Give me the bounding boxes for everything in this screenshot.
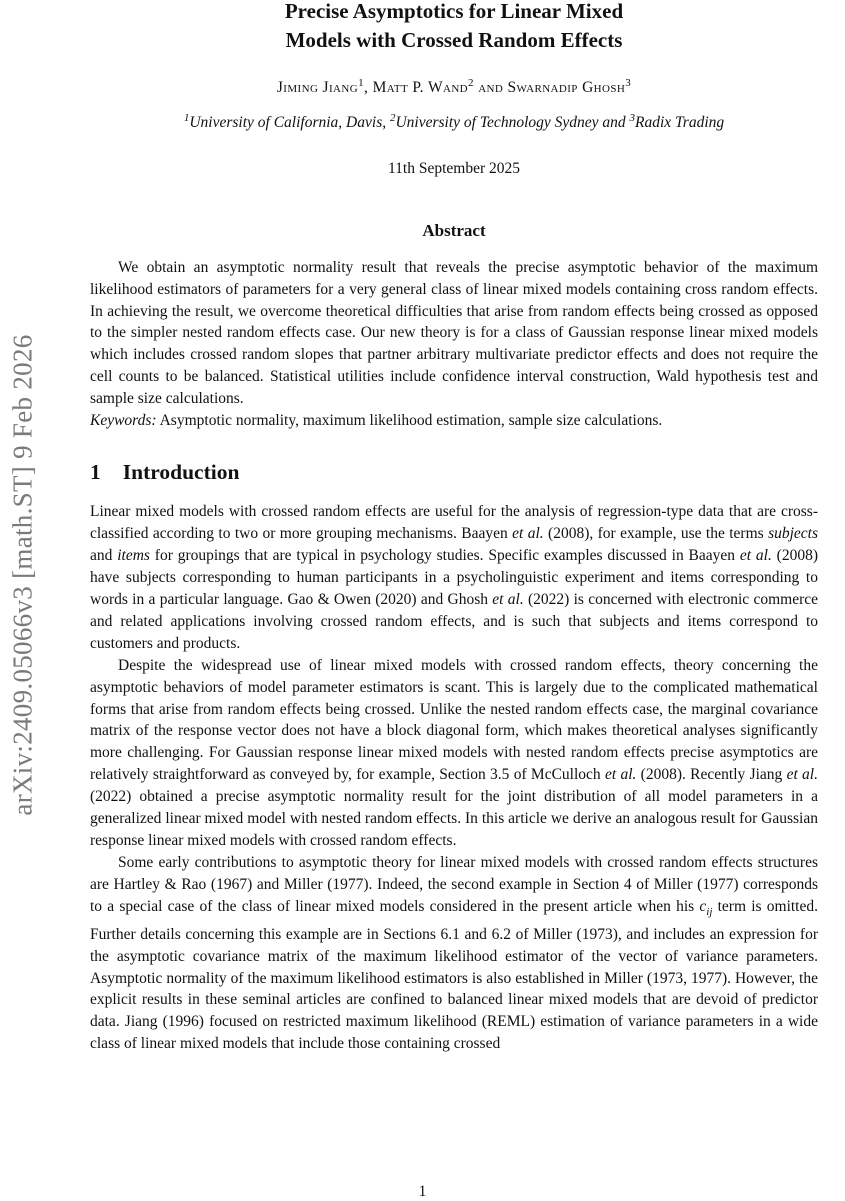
text-run: Despite the widespread use of linear mixed models with crossed random effects, theory concerning the asymptotic behaviors of model parameter estimators is scant. This is largely due to the complicated mathematical forms that arise from random effects being crossed. Unlike the nested random effects case, the marginal covariance matrix of the response vector does not have a block diagonal form, which makes theoretical analyses significantly more challenging. For Gaussian response linear mixed models with nested random effects precise asymptotics are relatively straightforward as conveyed by, for example, Section 3.5 of McCulloch [90,656,818,784]
author-2-affil-mark: 2 [468,76,474,89]
author-2: Matt P. Wand [372,79,469,96]
page-number: 1 [418,1183,427,1200]
paper-date: 11th September 2025 [387,160,520,177]
arxiv-identifier: arXiv:2409.05066v3 [math.ST] 9 Feb 2026 [7,334,38,816]
paragraph-3 [90,852,818,1055]
text-run-italic: et al. [786,766,818,784]
section-number: 1 [90,460,101,485]
text-run: (2022) is concerned with electronic commerce and related applications involving crossed random effects, and is such that subjects and items correspond to customers and products. [90,591,818,652]
text-run-italic: et al. [739,547,772,565]
text-run: (2022) obtained a precise asymptotic normality result for the joint distribution of all model parameters in a generalized linear mixed model with nested random effects. In this article we derive an analogous result for Gaussian response linear mixed models with crossed random effects. [90,788,818,849]
author-1: Jiming Jiang [276,79,359,96]
text-run: term is omitted. Further details concerning this example are in Sections 6.1 and 6.2 of Miller (1973), and includes an expression for the asymptotic covariance matrix of the maximum likelihood estimator of the vector of variance parameters. Asymptotic normality of the maximum likelihood estimators is also established in Miller (1973, 1977). However, the explicit results in these seminal articles are confined to balanced linear mixed models that are devoid of predictor data. Jiang (1996) focused on restricted maximum likelihood (REML) estimation of variance parameters in a wide class of linear mixed models that include those containing crossed [90,897,818,1053]
author-3-affil-mark: 3 [625,76,632,89]
affil-3-mark: 3 [629,111,636,124]
author-separator-1: , [364,79,373,96]
text-run: (2008), for example, use the terms [543,525,769,543]
title-line-1: Precise Asymptotics for Linear Mixed [284,0,624,23]
text-run: Linear mixed models with crossed random effects are useful for the analysis of regression-type data that are cross-classified according to two or more grouping mechanisms. Baayen [90,503,818,543]
math-subscript: ij [706,905,713,918]
affiliations [90,111,818,132]
text-run: Some early contributions to asymptotic theory for linear mixed models with crossed random effects structures are Hartley & Rao (1967) and Miller (1977). Indeed, the second example in Section 4 of Miller (1977) corresponds to a special case of the class of linear mixed models considered in the present article when his [90,853,818,915]
abstract-text: We obtain an asymptotic normality result that reveals the precise asymptotic behavior of the maximum likelihood estimators of parameters for a very general class of linear mixed models containing cross random effects. In achieving the result, we overcome theoretical difficulties that arise from random effects being crossed as opposed to the simpler nested random effects case. Our new theory is for a class of Gaussian response linear mixed models which includes crossed random slopes that partner arbitrary multivariate predictor effects and does not require the cell counts to be balanced. Statistical utilities include confidence interval construction, Wald hypothesis test and sample size calculations. [90,259,818,407]
author-list [90,76,818,97]
author-3: Swarnadip Ghosh [507,79,626,96]
keywords-text: Asymptotic normality, maximum likelihood estimation, sample size calculations. [156,411,663,429]
arxiv-sidebar [2,285,44,865]
paragraph-1 [90,501,818,654]
text-run: (2008) have subjects corresponding to human participants in a psycholinguistic experiment and items corresponding to words in a particular language. Gao & Owen (2020) and Ghosh [90,547,819,608]
keywords [90,410,818,432]
abstract-heading: Abstract [422,221,486,240]
title-line-2: Models with Crossed Random Effects [285,28,623,52]
affil-2-mark: 2 [389,111,396,124]
keywords-label: Keywords: [90,411,157,429]
paragraph-2 [90,655,818,852]
section-title: Introduction [122,460,240,485]
paper-title [90,0,818,55]
paper-page [90,0,818,1055]
text-run: and [90,547,118,565]
math-symbol: c [699,897,707,915]
affil-1-mark: 1 [183,111,190,124]
text-run: for groupings that are typical in psychology studies. Specific examples discussed in Baayen [149,547,740,565]
section-heading [90,460,818,485]
author-separator-2: and [473,79,508,96]
text-run-italic: items [117,547,150,565]
author-1-affil-mark: 1 [358,76,364,89]
text-run-italic: et al. [492,591,524,608]
affil-2: University of Technology Sydney and [395,114,630,131]
text-run-italic: et al. [604,766,637,784]
text-run-italic: et al. [512,525,544,543]
text-run-italic: subjects [768,525,818,543]
affil-3: Radix Trading [635,114,725,131]
affil-1: University of California, Davis, [189,114,390,131]
text-run: (2008). Recently Jiang [636,766,787,784]
